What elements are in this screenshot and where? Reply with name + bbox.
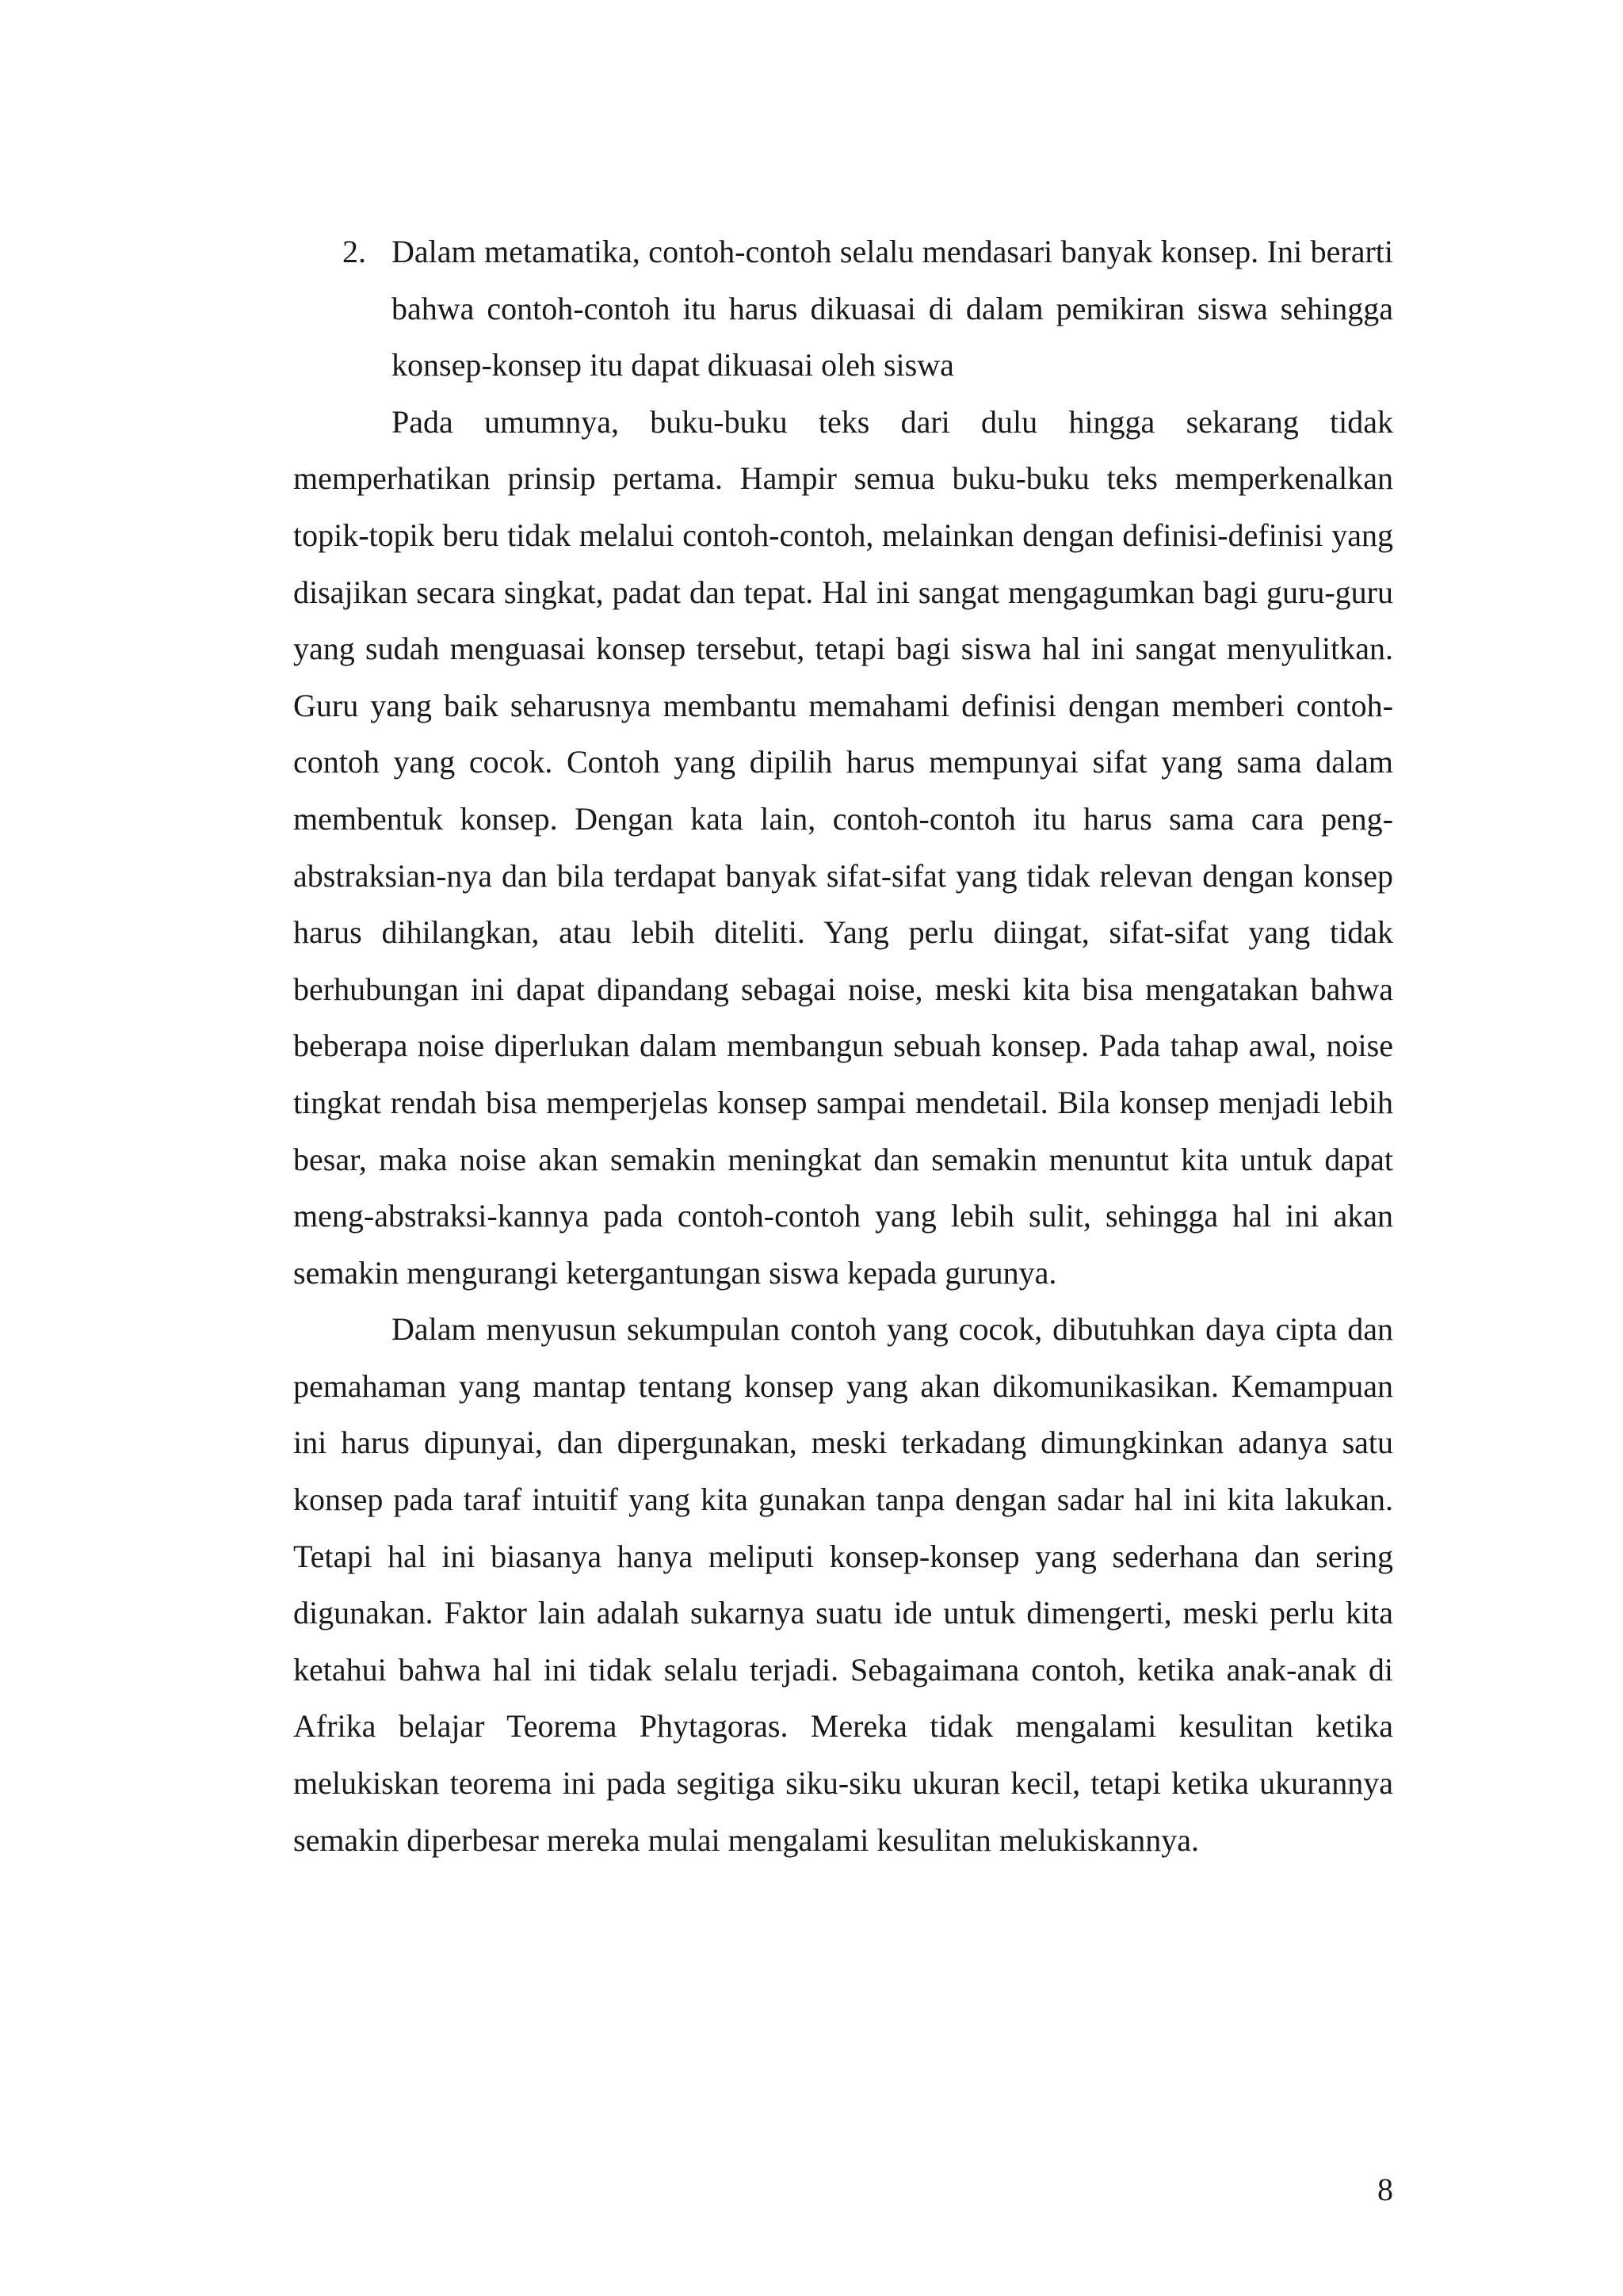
list-number: 2. — [342, 234, 366, 269]
body-paragraph: Pada umumnya, buku-buku teks dari dulu hingga sekarang tidak memperhatikan prinsip pertama. Hampir semua buku-buku teks memperkenalkan topik-topik beru tidak melalui contoh-contoh, melainkan dengan definisi-definisi yang disajikan secara singkat, padat dan tepat. Hal ini sangat mengagumkan bagi guru-guru yang sudah menguasai konsep tersebut, tetapi bagi siswa hal ini sangat menyulitkan. Guru yang baik seharusnya membantu memahami definisi dengan memberi contoh-contoh yang cocok. Contoh yang dipilih harus mempunyai sifat yang sama dalam membentuk konsep. Dengan kata lain, contoh-contoh itu harus sama cara peng-abstraksian-nya dan bila terdapat banyak sifat-sifat yang tidak relevan dengan konsep harus dihilangkan, atau lebih diteliti. Yang perlu diingat, sifat-sifat yang tidak berhubungan ini dapat dipandang sebagai noise, meski kita bisa mengatakan bahwa beberapa noise diperlukan dalam membangun sebuah konsep. Pada tahap awal, noise tingkat rendah bisa memperjelas konsep sampai mendetail. Bila konsep menjadi lebih besar, maka noise akan semakin meningkat dan semakin menuntut kita untuk dapat meng-abstraksi-kannya pada contoh-contoh yang lebih sulit, sehingga hal ini akan semakin mengurangi ketergantungan siswa kepada gurunya. — [293, 403, 1393, 1291]
page-body — [293, 223, 1393, 1868]
numbered-list-item — [293, 223, 1393, 394]
body-paragraph: Dalam menyusun sekumpulan contoh yang cocok, dibutuhkan daya cipta dan pemahaman yang mantap tentang konsep yang akan dikomunikasikan. Kemampuan ini harus dipunyai, dan dipergunakan, meski terkadang dimungkinkan adanya satu konsep pada taraf intuitif yang kita gunakan tanpa dengan sadar hal ini kita lakukan. Tetapi hal ini biasanya hanya meliputi konsep-konsep yang sederhana dan sering digunakan. Faktor lain adalah sukarnya suatu ide untuk dimengerti, meski perlu kita ketahui bahwa hal ini tidak selalu terjadi. Sebagaimana contoh, ketika anak-anak di Afrika belajar Teorema Phytagoras. Mereka tidak mengalami kesulitan ketika melukiskan teorema ini pada segitiga siku-siku ukuran kecil, tetapi ketika ukurannya semakin diperbesar mereka mulai mengalami kesulitan melukiskannya. — [293, 1311, 1393, 1858]
page-number: 8 — [1377, 2172, 1393, 2207]
list-item-text: Dalam metamatika, contoh-contoh selalu mendasari banyak konsep. Ini berarti bahwa contoh-contoh itu harus dikuasai di dalam pemikiran siswa sehingga konsep-konsep itu dapat dikuasai oleh siswa — [391, 234, 1393, 383]
